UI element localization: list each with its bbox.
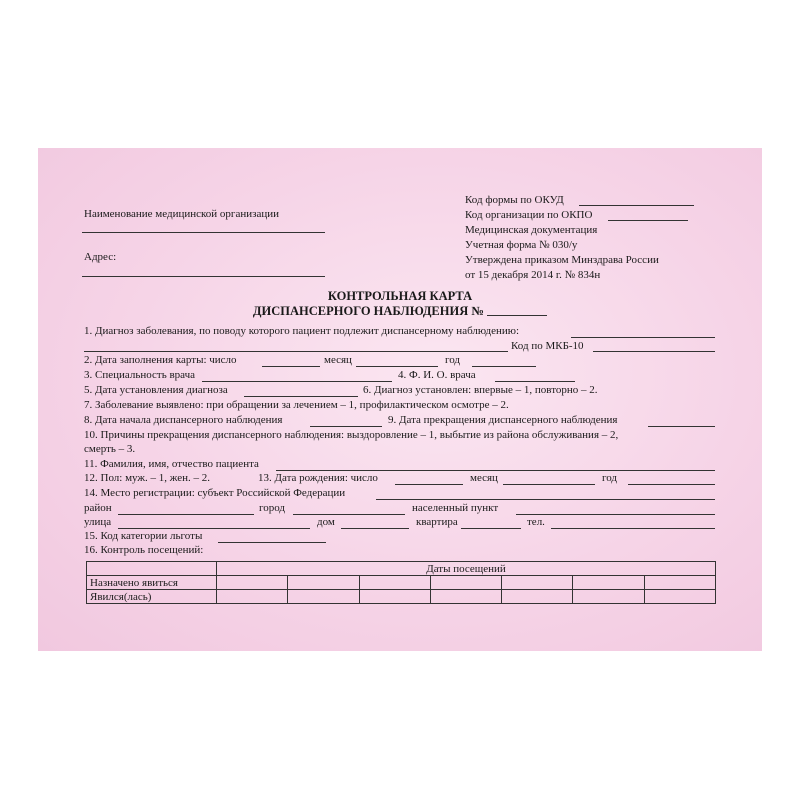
scheduled-date-cell[interactable] — [217, 576, 288, 590]
field-12-label: 12. Пол: муж. – 1, жен. – 2. — [84, 472, 210, 484]
attended-row-label: Явился(лась) — [87, 590, 217, 604]
city-field[interactable] — [293, 514, 405, 515]
district-label: район — [84, 502, 112, 514]
street-field[interactable] — [118, 528, 310, 529]
attended-date-cell[interactable] — [502, 590, 573, 604]
field-7-label: 7. Заболевание выявлено: при обращении за лечением – 1, профилактическом осмотре – 2. — [84, 399, 509, 411]
order-label: от 15 декабря 2014 г. № 834н — [465, 269, 601, 281]
field-2-label: 2. Дата заполнения карты: число — [84, 354, 237, 366]
diagnosis-field-2[interactable] — [84, 351, 508, 352]
scheduled-row-label: Назначено явиться — [87, 576, 217, 590]
okpo-field[interactable] — [608, 220, 688, 221]
attended-date-cell[interactable] — [288, 590, 359, 604]
field-9-label: 9. Дата прекращения диспансерного наблюдения — [388, 414, 618, 426]
org-name-label: Наименование медицинской организации — [84, 208, 279, 220]
doctor-name-field[interactable] — [495, 381, 575, 382]
attended-date-cell[interactable] — [644, 590, 715, 604]
field-10-label-cont: смерть – 3. — [84, 443, 136, 455]
field-6-label: 6. Диагноз установлен: впервые – 1, повторно – 2. — [363, 384, 598, 396]
phone-field[interactable] — [551, 528, 715, 529]
okud-field[interactable] — [579, 205, 694, 206]
district-field[interactable] — [118, 514, 254, 515]
field-16-label: 16. Контроль посещений: — [84, 544, 204, 556]
attended-date-cell[interactable] — [573, 590, 644, 604]
settlement-label: населенный пункт — [412, 502, 499, 514]
doc-type-label: Медицинская документация — [465, 224, 598, 236]
title-line-2 — [38, 304, 762, 318]
visits-table — [86, 561, 716, 604]
okud-label: Код формы по ОКУД — [465, 194, 564, 206]
org-name-field[interactable] — [82, 232, 325, 233]
field-11-label: 11. Фамилия, имя, отчество пациента — [84, 458, 259, 470]
field-13-label: 13. Дата рождения: число — [258, 472, 378, 484]
field-14-label: 14. Место регистрации: субъект Российской Федерации — [84, 487, 346, 499]
card-number-field[interactable] — [487, 315, 547, 316]
approved-label: Утверждена приказом Минздрава России — [465, 254, 659, 266]
fill-year-field[interactable] — [472, 366, 536, 367]
field-3-label: 3. Специальность врача — [84, 369, 196, 381]
birth-day-field[interactable] — [395, 484, 463, 485]
field-5-label: 5. Дата установления диагноза — [84, 384, 228, 396]
address-label: Адрес: — [84, 251, 117, 263]
table-row — [87, 590, 716, 604]
field-15-label: 15. Код категории льготы — [84, 530, 203, 542]
doctor-specialty-field[interactable] — [202, 381, 392, 382]
okpo-label: Код организации по ОКПО — [465, 209, 593, 221]
scheduled-date-cell[interactable] — [502, 576, 573, 590]
mkb-field[interactable] — [593, 351, 715, 352]
end-date-field[interactable] — [648, 426, 715, 427]
apartment-label: квартира — [416, 516, 458, 528]
dispensary-card-form — [38, 148, 762, 651]
attended-date-cell[interactable] — [217, 590, 288, 604]
scheduled-date-cell[interactable] — [359, 576, 430, 590]
phone-label: тел. — [527, 516, 545, 528]
settlement-field[interactable] — [516, 514, 715, 515]
birth-month-field[interactable] — [503, 484, 595, 485]
scheduled-date-cell[interactable] — [288, 576, 359, 590]
birth-month-label: месяц — [470, 472, 498, 484]
field-4-label: 4. Ф. И. О. врача — [398, 369, 476, 381]
attended-date-cell[interactable] — [430, 590, 501, 604]
scheduled-date-cell[interactable] — [573, 576, 644, 590]
region-field[interactable] — [376, 499, 715, 500]
fill-year-label: год — [445, 354, 461, 366]
field-8-label: 8. Дата начала диспансерного наблюдения — [84, 414, 283, 426]
fill-month-field[interactable] — [356, 366, 438, 367]
scheduled-date-cell[interactable] — [430, 576, 501, 590]
visits-corner-cell — [87, 562, 217, 576]
apartment-field[interactable] — [461, 528, 521, 529]
mkb-label: Код по МКБ-10 — [511, 340, 584, 352]
scheduled-date-cell[interactable] — [644, 576, 715, 590]
diagnosis-date-field[interactable] — [244, 396, 358, 397]
attended-date-cell[interactable] — [359, 590, 430, 604]
visits-dates-header: Даты посещений — [217, 562, 716, 576]
house-field[interactable] — [341, 528, 409, 529]
birth-year-field[interactable] — [628, 484, 715, 485]
fill-day-field[interactable] — [262, 366, 320, 367]
address-field[interactable] — [82, 276, 325, 277]
title-line-2-text: ДИСПАНСЕРНОГО НАБЛЮДЕНИЯ № — [252, 304, 484, 318]
benefit-code-field[interactable] — [218, 542, 326, 543]
street-label: улица — [84, 516, 112, 528]
field-1-label: 1. Диагноз заболевания, по поводу которого пациент подлежит диспансерному наблюдению: — [84, 325, 520, 337]
patient-name-field[interactable] — [276, 470, 715, 471]
birth-year-label: год — [602, 472, 618, 484]
fill-month-label: месяц — [324, 354, 352, 366]
house-label: дом — [317, 516, 335, 528]
table-row — [87, 576, 716, 590]
city-label: город — [259, 502, 286, 514]
form-number-label: Учетная форма № 030/у — [465, 239, 578, 251]
field-10-label: 10. Причины прекращения диспансерного наблюдения: выздоровление – 1, выбытие из района обслуживания – 2, — [84, 429, 619, 441]
diagnosis-field[interactable] — [571, 337, 715, 338]
title-line-1: КОНТРОЛЬНАЯ КАРТА — [327, 289, 473, 303]
start-date-field[interactable] — [310, 426, 382, 427]
